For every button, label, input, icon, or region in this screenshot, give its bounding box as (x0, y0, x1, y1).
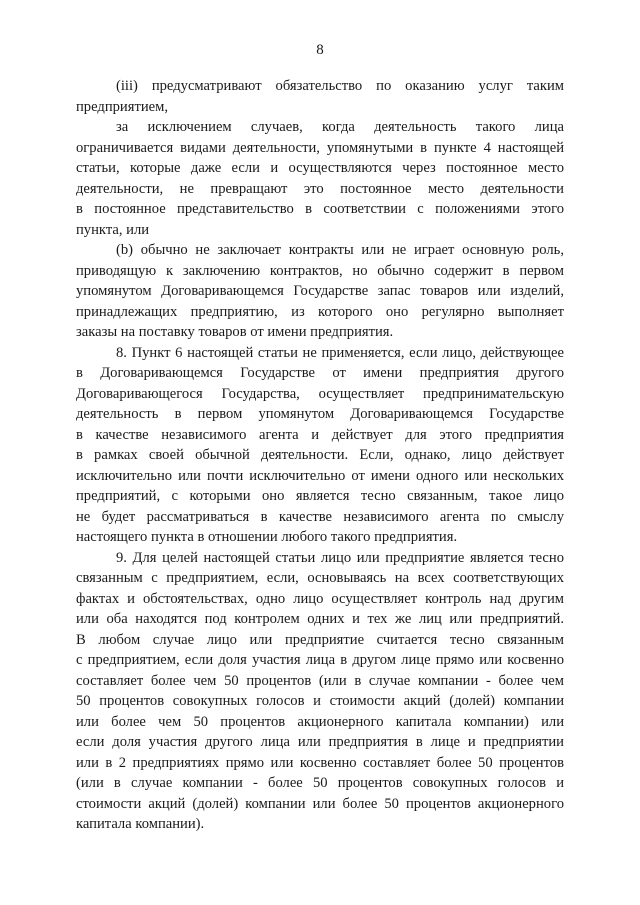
text-line: за исключением случаев, когда деятельность такого лица (116, 119, 564, 135)
text-line: или более чем 50 процентов акционерного капитала компании) или (76, 713, 564, 730)
document-body (76, 76, 564, 835)
text-line: в постоянное представительство в соответствии с положениями этого (76, 201, 564, 217)
paragraph-9 (76, 548, 564, 835)
text-line: стоимости акций (долей) компании или более 50 процентов акционерного (76, 795, 564, 812)
text-line: в рамках своей обычной деятельности. Если, однако, лицо действует (76, 447, 564, 463)
text-line: или оба находятся под контролем одних и тех же лиц или предприятий. (76, 611, 564, 627)
text-line: или в 2 предприятиях прямо или косвенно составляет более 50 процентов (76, 754, 564, 771)
text-line: 8. Пункт 6 настоящей статьи не применяется, если лицо, действующее (116, 344, 564, 361)
text-line: связанным с предприятием, если, основываясь на всех соответствующих (76, 570, 564, 586)
text-line: принадлежащих предприятию, из которого оно регулярно выполняет (76, 303, 564, 320)
text-line: В любом случае лицо или предприятие считается тесно связанным (76, 631, 564, 648)
text-line: в качестве независимого агента и действует для этого предприятия (76, 426, 564, 443)
text-line: (b) обычно не заключает контракты или не играет основную роль, (116, 242, 564, 258)
text-line: 50 процентов совокупных голосов и стоимости акций (долей) компании (76, 693, 564, 709)
paragraph-8 (76, 343, 564, 548)
text-line: настоящего пункта в отношении любого такого предприятия. (76, 529, 458, 545)
text-line: если доля участия другого лица или предприятия в лице и предприятии (76, 734, 564, 750)
paragraph-b (76, 240, 564, 343)
paragraph-iii (76, 76, 564, 117)
text-line: приводящую к заключению контрактов, но обычно содержит в первом (76, 262, 564, 279)
text-line: упомянутом Договаривающемся Государстве запас товаров или изделий, (76, 283, 564, 299)
text-line: статьи, которые даже если и осуществляются через постоянное место (76, 160, 564, 176)
text-line: ограничивается видами деятельности, упомянутыми в пункте 4 настоящей (76, 139, 564, 156)
text-line: фактах и обстоятельствах, одно лицо осуществляет контроль над другим (76, 590, 564, 607)
text-line: не будет рассматриваться в качестве независимого агента по смыслу (76, 508, 564, 525)
text-line: деятельности, не превращают это постоянное место деятельности (76, 180, 564, 197)
text-line: с предприятием, если доля участия лица в другом лице прямо или косвенно (76, 652, 564, 668)
text-line: капитала компании). (76, 816, 205, 832)
text-line: (iii) предусматривают обязательство по оказанию услуг таким (116, 78, 564, 94)
text-line: 9. Для целей настоящей статьи лицо или предприятие является тесно (116, 549, 564, 566)
text-line: (или в случае компании - более 50 процентов совокупных голосов и (76, 775, 564, 791)
text-line: предприятием, (76, 98, 168, 115)
text-line: составляет более чем 50 процентов (или в случае компании - более чем (76, 672, 564, 689)
text-line: в Договаривающемся Государстве от имени предприятия другого (76, 365, 564, 381)
page-number: 8 (316, 42, 324, 58)
text-line: пункта, или (76, 221, 150, 238)
text-line: предприятий, с которыми оно является тесно связанным, такое лицо (76, 488, 564, 504)
text-line: исключительно или почти исключительно от имени одного или нескольких (76, 467, 564, 484)
text-line: деятельность в первом упомянутом Договаривающемся Государстве (76, 406, 564, 422)
text-line: Договаривающегося Государства, осуществляет предпринимательскую (76, 385, 564, 402)
paragraph-exception (76, 117, 564, 240)
text-line: заказы на поставку товаров от имени предприятия. (76, 324, 394, 340)
